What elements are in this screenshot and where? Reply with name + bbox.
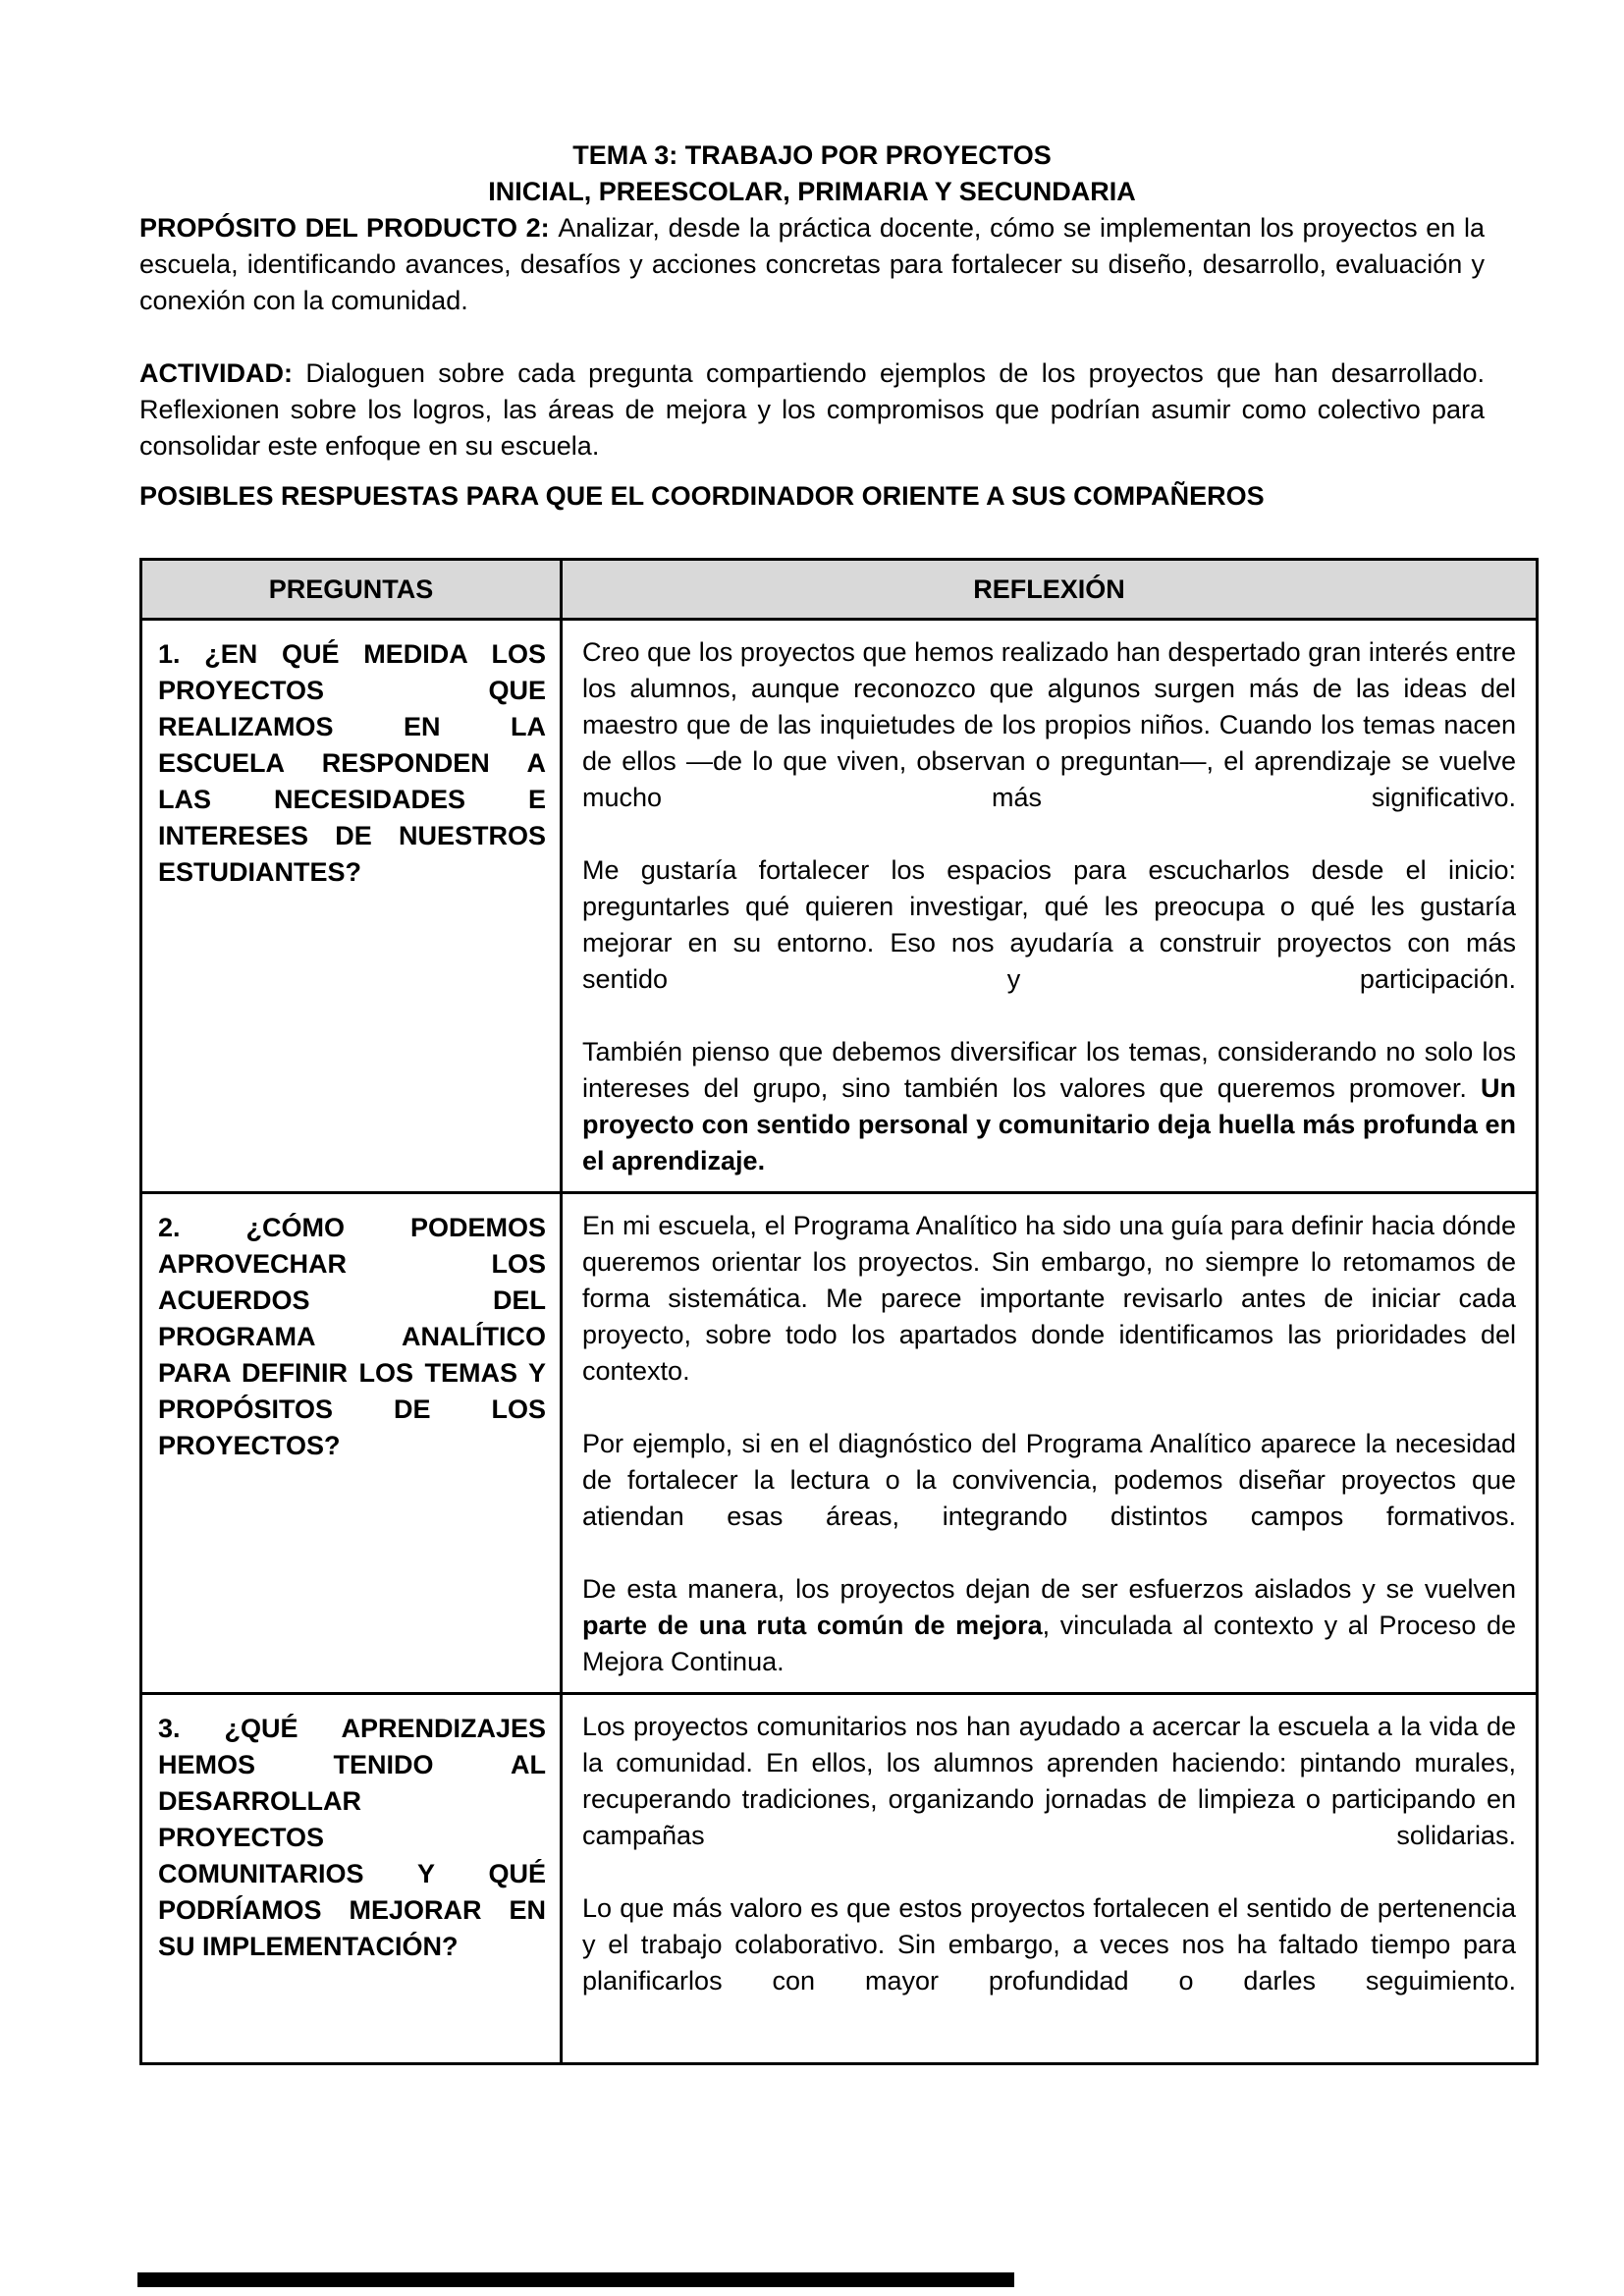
document-title xyxy=(139,137,1485,210)
table-row xyxy=(141,620,1538,1193)
questions-reflections-table xyxy=(139,558,1539,2065)
column-header-reflexion: REFLEXIÓN xyxy=(562,560,1538,620)
possible-answers-heading: POSIBLES RESPUESTAS PARA QUE EL COORDINADOR ORIENTE A SUS COMPAÑEROS xyxy=(139,481,1265,511)
reflection-cell: En mi escuela, el Programa Analítico ha sido una guía para definir hacia dónde queremos orientar los proyectos. Sin embargo, no siempre lo retomamos de forma sistemática. Me parece importante revisarlo antes de iniciar cada proyecto, sobre todo los apartados donde identificamos las prioridades del contexto. Por ejemplo, si en el diagnóstico del Programa Analítico aparece la necesidad de fortalecer la lectura o la convivencia, podemos diseñar proyectos que atiendan esas áreas, integrando distintos campos formativos. De esta manera, los proyectos dejan de ser esfuerzos aislados y se vuelven parte de una ruta común de mejora, vinculada al contexto y al Proceso de Mejora Continua. xyxy=(562,1193,1538,1694)
reflection-cell: Creo que los proyectos que hemos realizado han despertado gran interés entre los alumnos, aunque reconozco que algunos surgen más de las ideas del maestro que de las inquietudes de los propios niños. Cuando los temas nacen de ellos —de lo que viven, observan o preguntan—, el aprendizaje se vuelve mucho más significativo. Me gustaría fortalecer los espacios para escucharlos desde el inicio: preguntarles qué quieren investigar, qué les preocupa o qué les gustaría mejorar en su entorno. Eso nos ayudaría a construir proyectos con más sentido y participación. También pienso que debemos diversificar los temas, considerando no solo los intereses del grupo, sino también los valores que queremos promover. Un proyecto con sentido personal y comunitario deja huella más profunda en el aprendizaje. xyxy=(562,620,1538,1193)
table-continuation-rule xyxy=(137,2272,1014,2287)
column-header-preguntas: PREGUNTAS xyxy=(141,560,562,620)
table-row xyxy=(141,1193,1538,1694)
proposito-paragraph xyxy=(139,210,1485,319)
title-line-2: INICIAL, PREESCOLAR, PRIMARIA Y SECUNDARIA xyxy=(488,177,1136,206)
actividad-text: Dialoguen sobre cada pregunta compartiendo ejemplos de los proyectos que han desarrollado. Reflexionen sobre los logros, las áreas de mejora y los compromisos que podrían asumir como colectivo para consolidar este enfoque en su escuela. xyxy=(139,358,1485,461)
proposito-text: Analizar, desde la práctica docente, cómo se implementan los proyectos en la escuela, identificando avances, desafíos y acciones concretas para fortalecer su diseño, desarrollo, evaluación y conexión con la comunidad. xyxy=(139,213,1486,315)
actividad-paragraph xyxy=(139,355,1485,465)
question-cell: 2. ¿CÓMO PODEMOS APROVECHAR LOS ACUERDOS DEL PROGRAMA ANALÍTICO PARA DEFINIR LOS TEMAS Y PROPÓSITOS DE LOS PROYECTOS? xyxy=(141,1193,562,1694)
question-cell: 3. ¿QUÉ APRENDIZAJES HEMOS TENIDO AL DESARROLLAR PROYECTOS COMUNITARIOS Y QUÉ PODRÍAMOS MEJORAR EN SU IMPLEMENTACIÓN? xyxy=(141,1694,562,2064)
table-header-row xyxy=(141,560,1538,620)
question-cell: 1. ¿EN QUÉ MEDIDA LOS PROYECTOS QUE REALIZAMOS EN LA ESCUELA RESPONDEN A LAS NECESIDADES E INTERESES DE NUESTROS ESTUDIANTES? xyxy=(141,620,562,1193)
reflection-cell: Los proyectos comunitarios nos han ayudado a acercar la escuela a la vida de la comunidad. En ellos, los alumnos aprenden haciendo: pintando murales, recuperando tradiciones, organizando jornadas de limpieza o participando en campañas solidarias. Lo que más valoro es que estos proyectos fortalecen el sentido de pertenencia y el trabajo colaborativo. Sin embargo, a veces nos ha faltado tiempo para planificarlos con mayor profundidad o darles seguimiento. xyxy=(562,1694,1538,2064)
table-row xyxy=(141,1694,1538,2064)
proposito-label: PROPÓSITO DEL PRODUCTO 2: xyxy=(139,213,559,243)
actividad-label: ACTIVIDAD: xyxy=(139,358,306,388)
title-line-1: TEMA 3: TRABAJO POR PROYECTOS xyxy=(572,140,1052,170)
